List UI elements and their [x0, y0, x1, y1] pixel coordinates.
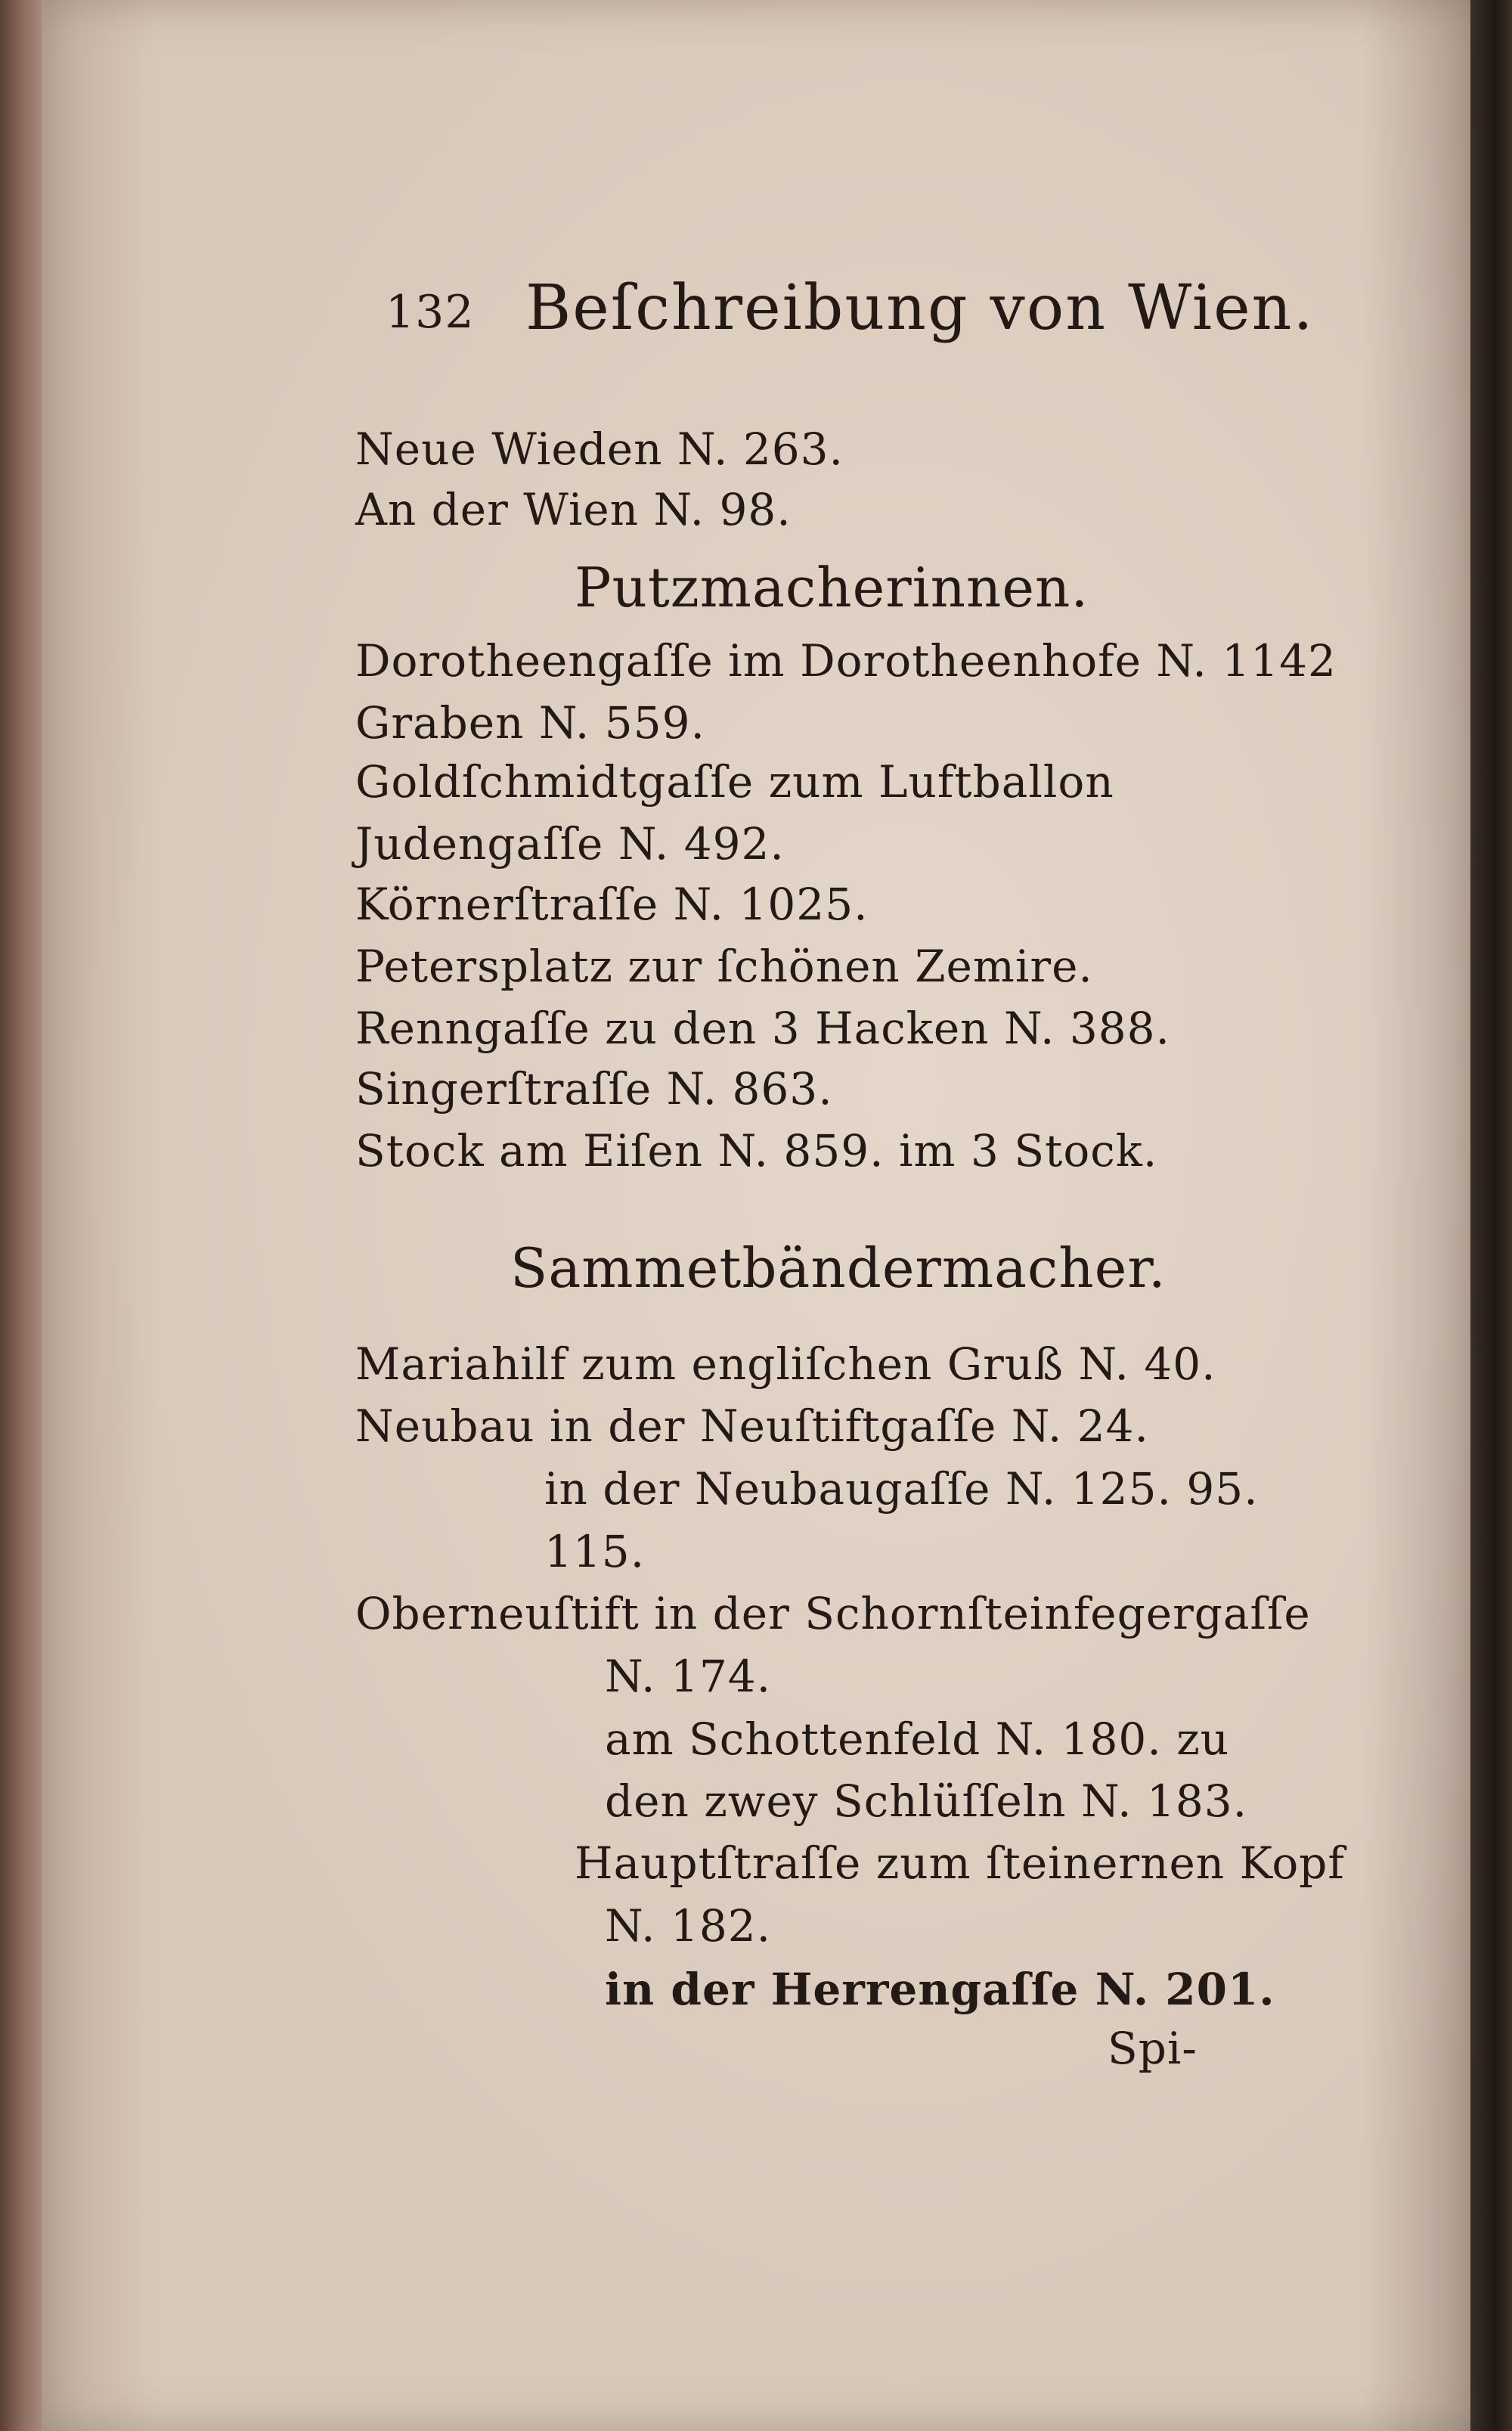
- address-line: Stock am Eiſen N. 859. im 3 Stock.: [355, 1125, 1158, 1177]
- section-heading: Putzmacherinnen.: [575, 556, 1089, 619]
- address-line: Neue Wieden N. 263.: [355, 423, 844, 475]
- address-line: Mariahilf zum engliſchen Gruß N. 40.: [355, 1338, 1216, 1390]
- address-line: Judengaſſe N. 492.: [355, 818, 785, 870]
- address-line: Oberneuſtift in der Schornſteinfegergaſſe: [355, 1588, 1311, 1639]
- address-line: den zwey Schlüſſeln N. 183.: [605, 1775, 1248, 1827]
- running-title: Beſchreibung von Wien.: [525, 272, 1315, 344]
- address-line: Dorotheengaſſe im Dorotheenhofe N. 1142: [355, 635, 1337, 687]
- address-line: Petersplatz zur ſchönen Zemire.: [355, 941, 1093, 992]
- address-line: Singerſtraſſe N. 863.: [355, 1063, 833, 1115]
- page-number: 132: [386, 286, 475, 339]
- right-page-edge: [1470, 0, 1512, 2431]
- address-line: Graben N. 559.: [355, 697, 705, 749]
- book-page: [42, 0, 1478, 2431]
- address-line: Renngaſſe zu den 3 Hacken N. 388.: [355, 1003, 1170, 1054]
- address-line: in der Herrengaſſe N. 201.: [605, 1964, 1275, 2015]
- address-line: am Schottenfeld N. 180. zu: [605, 1713, 1230, 1765]
- address-line: Neubau in der Neuſtiftgaſſe N. 24.: [355, 1400, 1149, 1452]
- catchword: Spi-: [1108, 2023, 1198, 2074]
- address-line: An der Wien N. 98.: [355, 484, 792, 535]
- address-line: N. 174.: [605, 1651, 772, 1702]
- address-line: Goldſchmidtgaſſe zum Luftballon: [355, 756, 1114, 808]
- address-line: 115.: [544, 1526, 646, 1577]
- address-line: in der Neubaugaſſe N. 125. 95.: [544, 1463, 1259, 1515]
- address-line: N. 182.: [605, 1900, 772, 1952]
- address-line: Körnerſtraſſe N. 1025.: [355, 879, 869, 930]
- section-heading: Sammetbändermacher.: [510, 1236, 1167, 1300]
- address-line: Hauptſtraſſe zum ſteinernen Kopf: [575, 1837, 1345, 1889]
